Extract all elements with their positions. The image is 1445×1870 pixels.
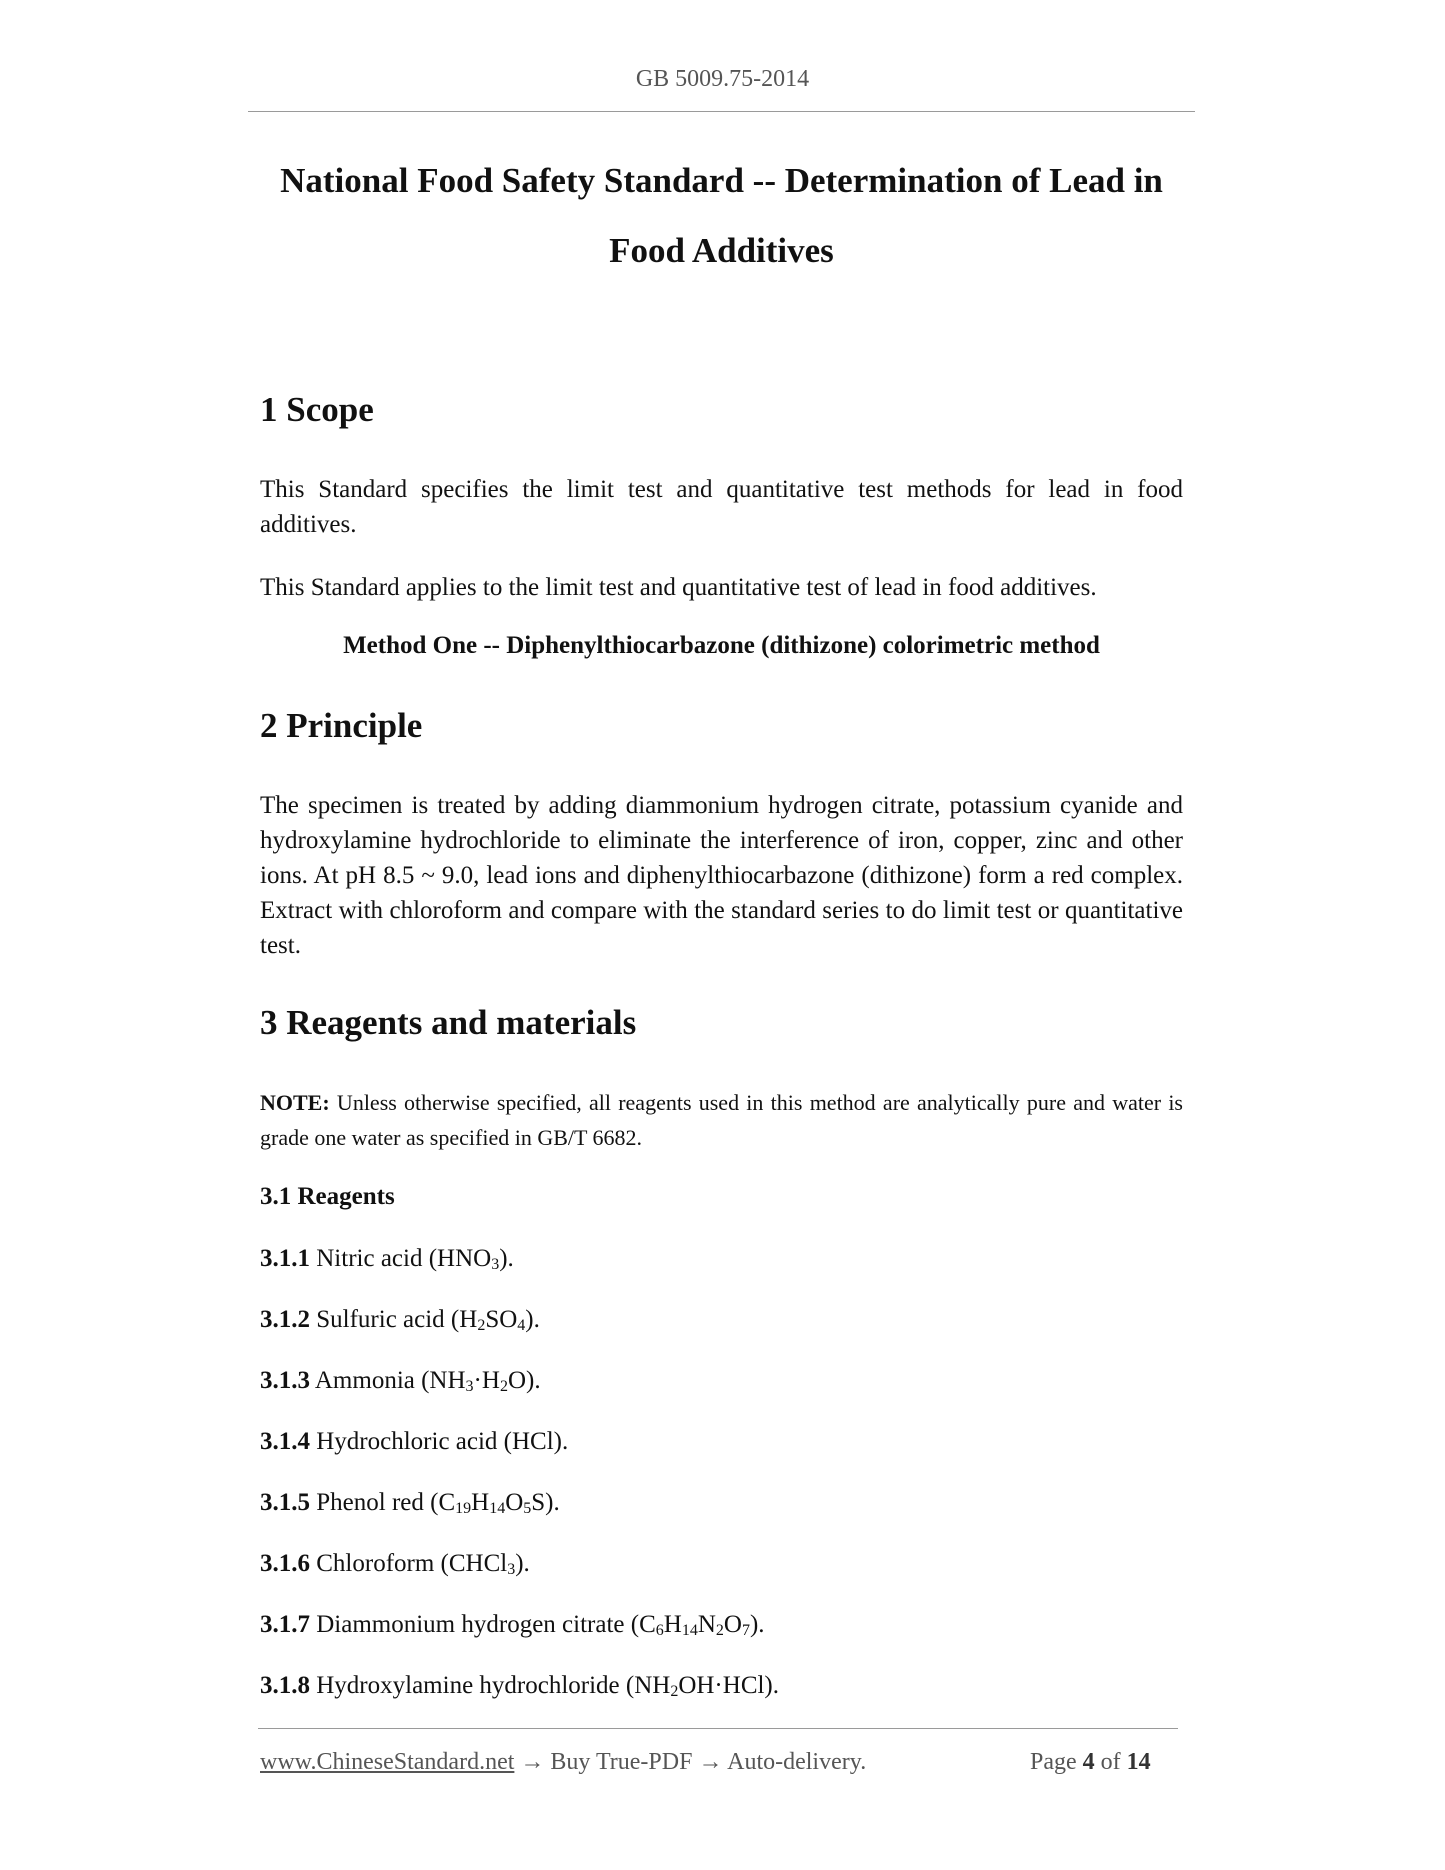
total-pages: 14 (1126, 1749, 1151, 1775)
reagent-item: 3.1.3 Ammonia $(NH_3\cdot H_2O)$. (260, 1367, 541, 1395)
document-title (248, 146, 1195, 286)
section-1-heading: 1 Scope (260, 390, 374, 429)
section-2-heading: 2 Principle (260, 706, 423, 745)
page-indicator: Page 4 of 14 (1030, 1749, 1151, 1775)
principle-paragraph: The specimen is treated by adding diammonium hydrogen citrate, potassium cyanide and hydroxylamine hydrochloride to eliminate the interference of iron, copper, zinc and other ions. At pH 8.5 ~ 9.0, lead ions and diphenylthiocarbazone (dithizone) form a red complex. Extract with chloroform and compare with the standard series to do limit test or quantitative test. (260, 792, 1183, 959)
title-line-2: Food Additives (609, 231, 834, 270)
reagents-subheading: 3.1 Reagents (260, 1183, 395, 1210)
reagent-item: 3.1.4 Hydrochloric acid (HCl). (260, 1428, 569, 1455)
reagent-item: 3.1.5 Phenol red $(C_{19}H_{14}O_5S)$. (260, 1489, 560, 1517)
section-3-heading: 3 Reagents and materials (260, 1003, 637, 1042)
note-paragraph (260, 1085, 1183, 1155)
header-divider (248, 111, 1195, 112)
page-header: GB 5009.75-2014 (635, 66, 810, 92)
scope-paragraph-2: This Standard applies to the limit test and quantitative test of lead in food additives. (260, 574, 1097, 601)
reagent-item: 3.1.1 Nitric acid $(HNO_3)$. (260, 1245, 514, 1273)
reagent-item: 3.1.7 Diammonium hydrogen citrate $(C_6H_{14}N_2O_7)$. (260, 1611, 765, 1639)
note-text: Unless otherwise specified, all reagents used in this method are analytically pure and water is grade one water as specified in GB/T 6682. (260, 1090, 1183, 1150)
title-line-1: National Food Safety Standard -- Determination of Lead in (280, 161, 1163, 200)
chinesestandard-link[interactable]: www.ChineseStandard.net (260, 1749, 515, 1775)
reagent-item: 3.1.8 Hydroxylamine hydrochloride $(NH_2OH\cdot HCl)$. (260, 1672, 780, 1700)
note-label: NOTE: (260, 1090, 330, 1115)
footer-divider (258, 1728, 1178, 1729)
footer-promo-text: → Buy True-PDF → Auto-delivery. (514, 1749, 867, 1775)
current-page: 4 (1082, 1749, 1095, 1775)
reagent-item: 3.1.6 Chloroform (CHCl$_3$). (260, 1550, 530, 1578)
reagent-item: 3.1.2 Sulfuric acid $(H_2SO_4)$. (260, 1306, 540, 1334)
scope-paragraph-1: This Standard specifies the limit test and quantitative test methods for lead in food additives. (260, 476, 1183, 538)
footer-promo (260, 1749, 866, 1776)
method-one-heading: Method One -- Diphenylthiocarbazone (dithizone) colorimetric method (343, 632, 1100, 659)
